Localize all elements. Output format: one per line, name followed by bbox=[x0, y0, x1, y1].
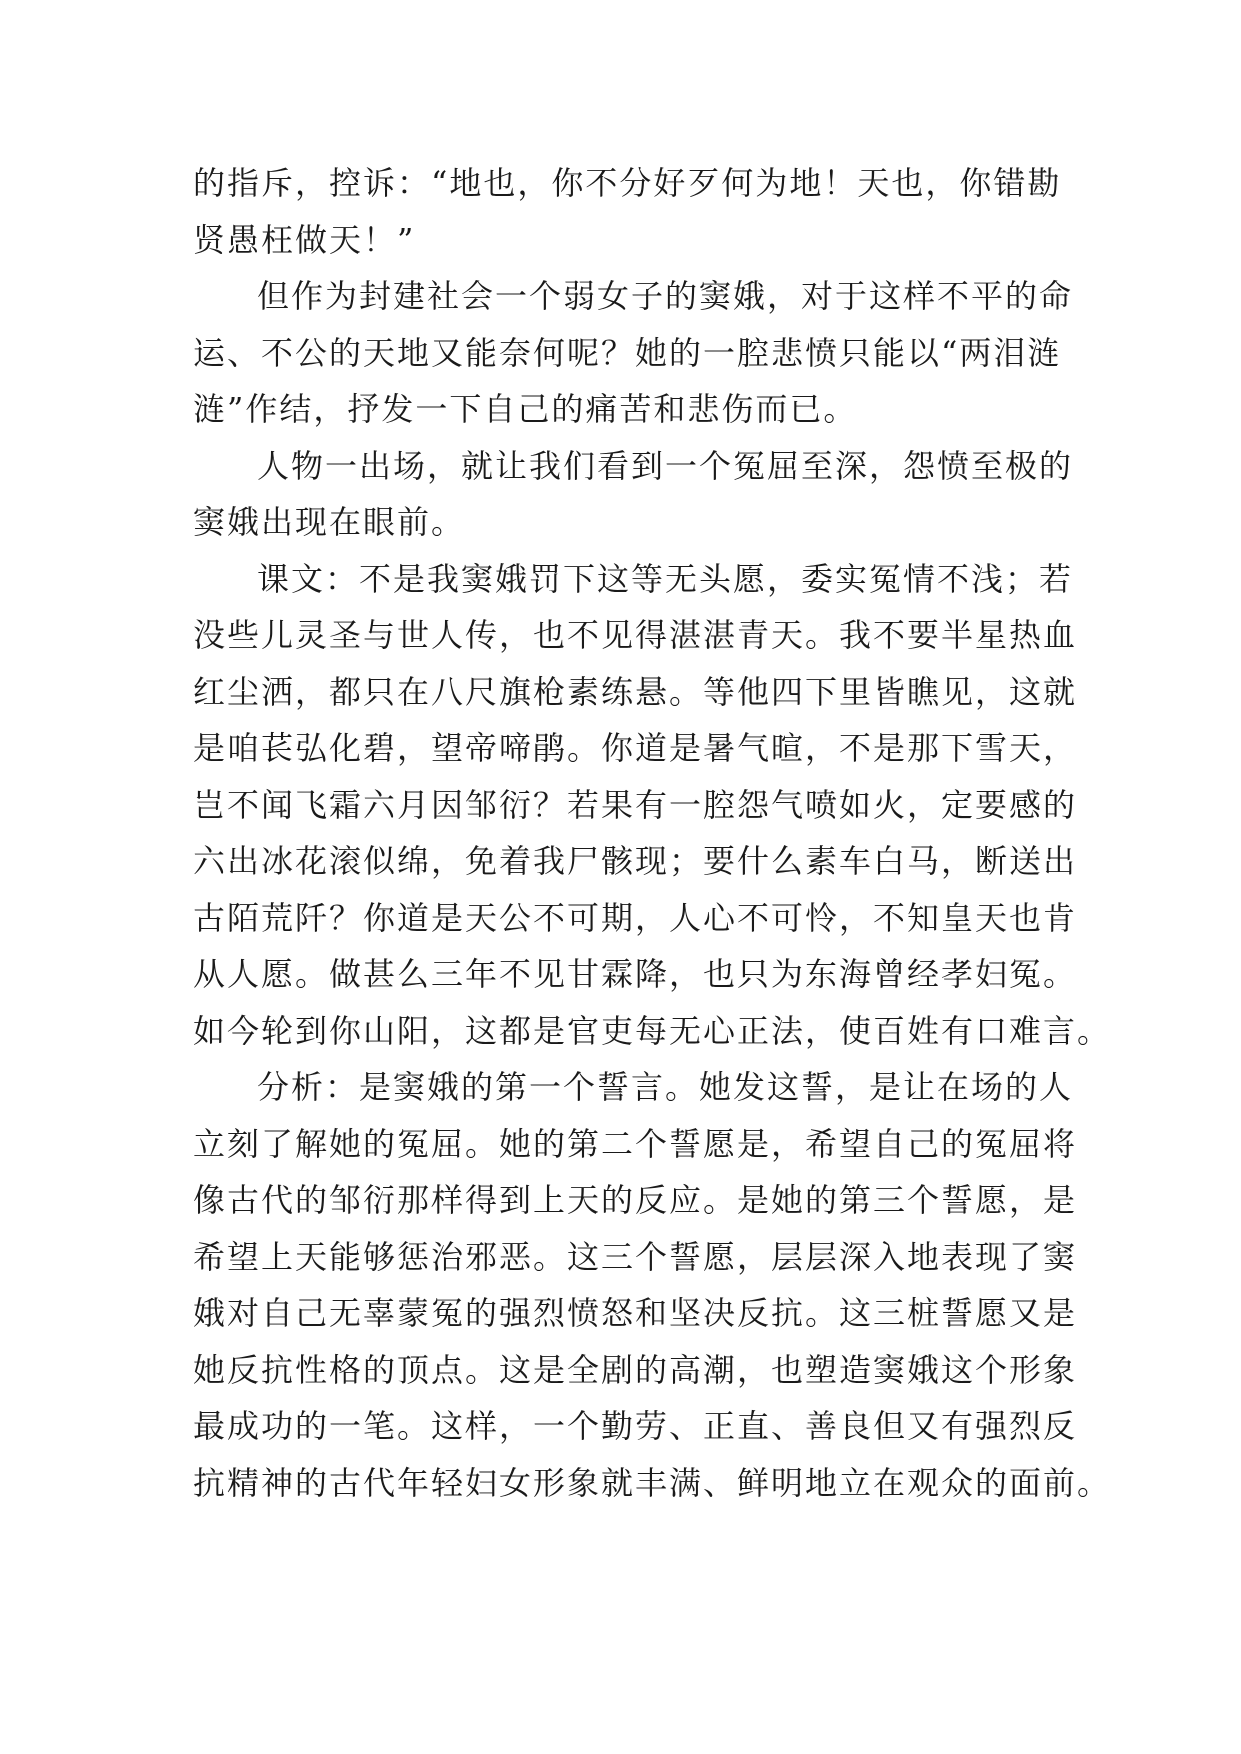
text-line: 从人愿。做甚么三年不见甘霖降，也只为东海曾经孝妇冤。 bbox=[193, 955, 1078, 993]
text-line: 运、不公的天地又能奈何呢？她的一腔悲愤只能以“两泪涟 bbox=[193, 333, 1062, 372]
paragraph-start-line: 课文：不是我窦娥罚下这等无头愿，委实冤情不浅；若 bbox=[257, 559, 1074, 598]
paragraph-start-line: 但作为封建社会一个弱女子的窦娥，对于这样不平的命 bbox=[257, 277, 1074, 315]
text-line: 涟”作结，抒发一下自己的痛苦和悲伤而已。 bbox=[193, 390, 858, 428]
text-line: 她反抗性格的顶点。这是全剧的高潮，也塑造窦娥这个形象 bbox=[193, 1350, 1078, 1389]
text-line: 抗精神的古代年轻妇女形象就丰满、鲜明地立在观众的面前。 bbox=[193, 1463, 1112, 1502]
text-line: 贤愚枉做天！” bbox=[193, 220, 416, 259]
text-line: 的指斥，控诉：“地也，你不分好歹何为地！天也，你错勘 bbox=[193, 164, 1062, 202]
text-line: 是咱苌弘化碧，望帝啼鹃。你道是暑气暄，不是那下雪天， bbox=[193, 729, 1078, 767]
text-line: 像古代的邹衍那样得到上天的反应。是她的第三个誓愿，是 bbox=[193, 1181, 1078, 1219]
text-line: 岂不闻飞霜六月因邹衍？若果有一腔怨气喷如火，定要感的 bbox=[193, 785, 1078, 824]
text-line: 娥对自己无辜蒙冤的强烈愤怒和坚决反抗。这三桩誓愿又是 bbox=[193, 1294, 1078, 1332]
text-line: 窦娥出现在眼前。 bbox=[193, 503, 466, 541]
text-line: 六出冰花滚似绵，免着我尸骸现；要什么素车白马，断送出 bbox=[193, 842, 1078, 880]
paragraph-start-line: 人物一出场，就让我们看到一个冤屈至深，怨愤至极的 bbox=[257, 446, 1074, 485]
text-line: 立刻了解她的冤屈。她的第二个誓愿是，希望自己的冤屈将 bbox=[193, 1124, 1078, 1163]
text-line: 如今轮到你山阳，这都是官吏每无心正法，使百姓有口难言。 bbox=[193, 1011, 1112, 1050]
text-line: 古陌荒阡？你道是天公不可期，人心不可怜，不知皇天也肯 bbox=[193, 898, 1078, 937]
text-line: 没些儿灵圣与世人传，也不见得湛湛青天。我不要半星热血 bbox=[193, 616, 1078, 654]
document-body bbox=[193, 155, 1112, 1511]
text-line: 希望上天能够惩治邪恶。这三个誓愿，层层深入地表现了窦 bbox=[193, 1237, 1078, 1276]
text-line: 最成功的一笔。这样，一个勤劳、正直、善良但又有强烈反 bbox=[193, 1407, 1078, 1445]
text-line: 红尘洒，都只在八尺旗枪素练悬。等他四下里皆瞧见，这就 bbox=[193, 672, 1078, 711]
paragraph-start-line: 分析：是窦娥的第一个誓言。她发这誓，是让在场的人 bbox=[257, 1068, 1074, 1106]
